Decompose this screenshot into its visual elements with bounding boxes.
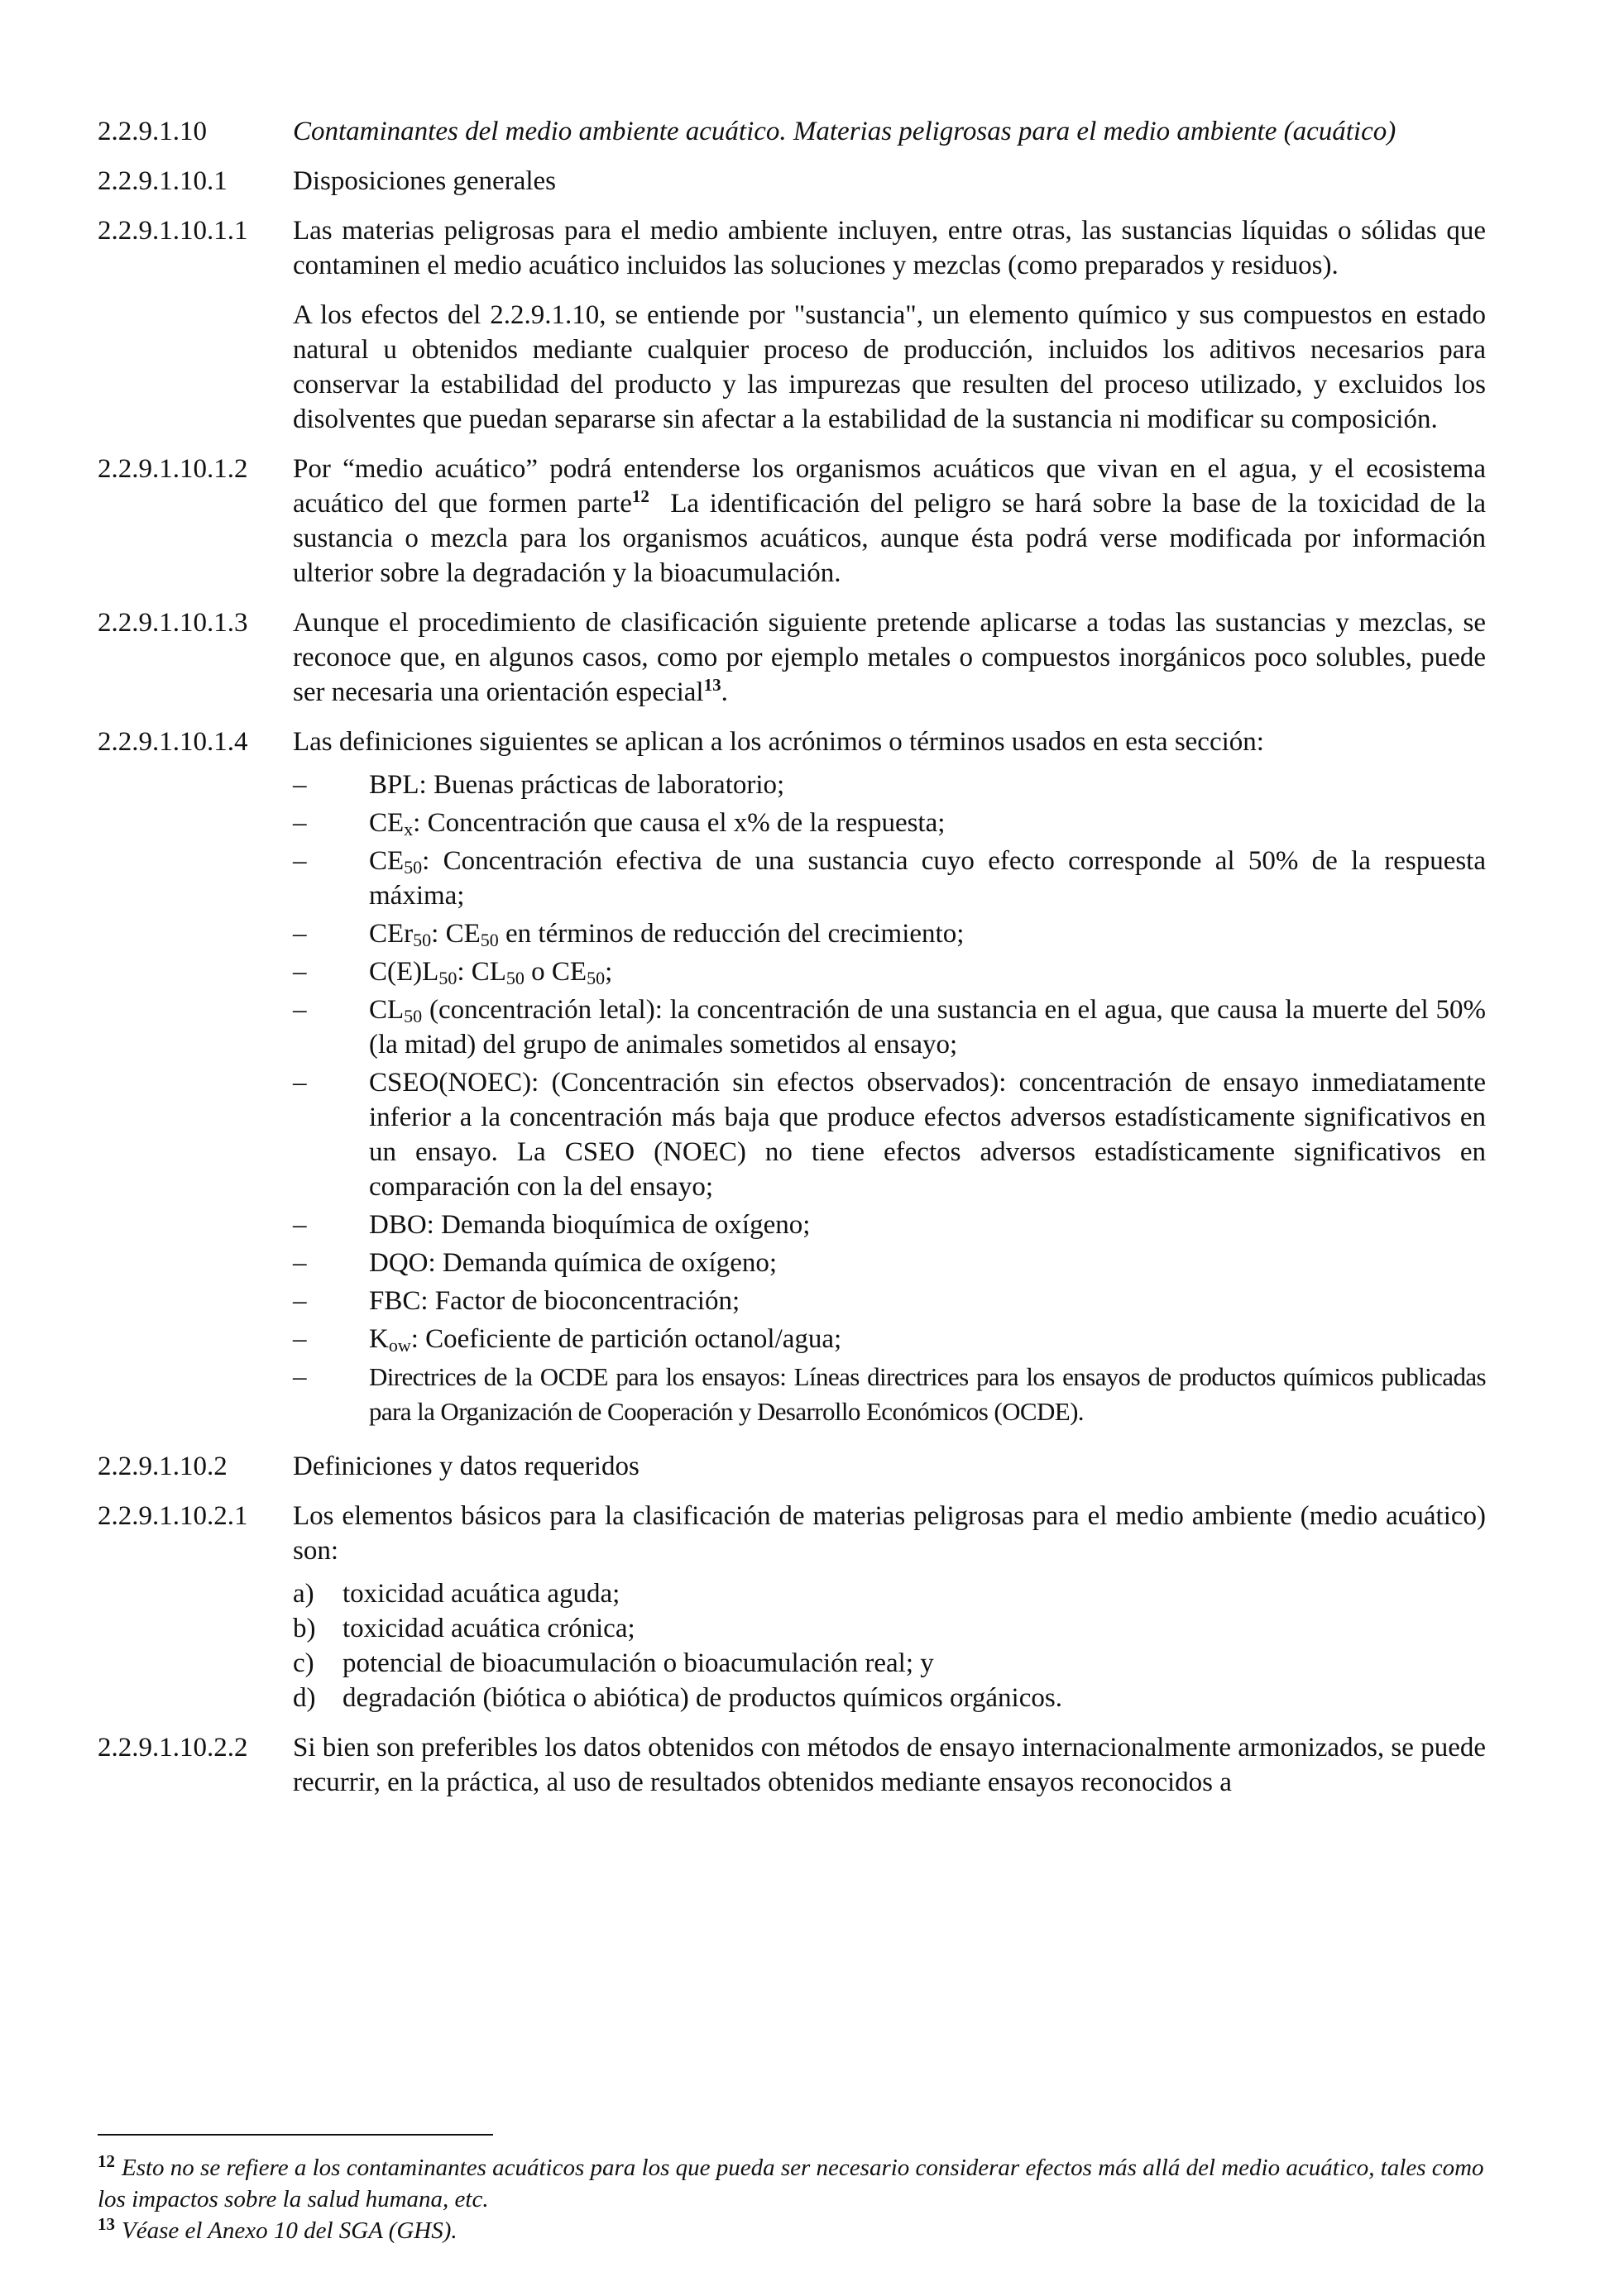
list-item [293, 768, 1486, 802]
text-run: en términos de reducción del crecimiento; [498, 919, 965, 949]
list-text: potencial de bioacumulación o bioacumulación real; y [343, 1648, 934, 1678]
definition: Directrices de la OCDE para los ensayos: Líneas directrices para los ensayos de productos químicos publicadas para la Organización de Cooperación y Desarrollo Económicos (OCDE). [369, 1362, 1486, 1426]
footnote-ref[interactable]: 13 [703, 675, 721, 695]
list-text: toxicidad acuática aguda; [343, 1579, 620, 1609]
list-item [293, 1284, 1486, 1318]
elements-list [293, 1576, 1486, 1715]
section-2-2-9-1-10-1-4 [98, 725, 1486, 759]
definition: BPL: Buenas prácticas de laboratorio; [369, 770, 785, 800]
list-dash: – [293, 1286, 307, 1316]
definition: CSEO(NOEC): (Concentración sin efectos observados): concentración de ensayo inmediatamente inferior a la concentración más baja que produce efectos adversos estadísticamente significativos en un ensayo. La CSEO (NOEC) no tiene efectos adversos estadísticamente significativos en comparación con la del ensayo; [369, 1068, 1486, 1202]
subscript: 50 [438, 968, 457, 988]
subscript: 50 [587, 968, 606, 988]
text-run: : CL [457, 957, 506, 987]
list-item [293, 1681, 1486, 1715]
list-dash: – [293, 1068, 307, 1098]
subscript: 50 [413, 930, 432, 950]
text-run: C(E)L [369, 957, 439, 987]
footnote-12 [98, 2145, 1487, 2215]
subscript: 50 [404, 857, 423, 878]
footnote-number: 13 [98, 2214, 115, 2234]
list-item [293, 844, 1486, 913]
section-number: 2.2.9.1.10.1.1 [98, 216, 248, 246]
text-run: CE [369, 808, 405, 838]
paragraph: Los elementos básicos para la clasificación de materias peligrosas para el medio ambiente (medio acuático) son: [293, 1501, 1486, 1566]
list-item [293, 1208, 1486, 1242]
section-number: 2.2.9.1.10.1 [98, 166, 228, 196]
section-title: Contaminantes del medio ambiente acuático. Materias peligrosas para el medio ambiente (acuático) [293, 117, 1396, 146]
list-item [293, 1246, 1486, 1280]
section-number: 2.2.9.1.10 [98, 117, 207, 146]
text-run: : CE [431, 919, 481, 949]
list-text: toxicidad acuática crónica; [343, 1614, 635, 1643]
subscript: 50 [404, 1006, 423, 1026]
paragraph: Las definiciones siguientes se aplican a los acrónimos o términos usados en esta sección: [293, 727, 1264, 757]
section-number: 2.2.9.1.10.2 [98, 1452, 228, 1481]
list-dash: – [293, 808, 307, 838]
subscript: 50 [505, 968, 525, 988]
subscript: 50 [480, 930, 499, 950]
paragraph: A los efectos del 2.2.9.1.10, se entiende por "sustancia", un elemento químico y sus compuestos en estado natural u obtenidos mediante cualquier proceso de producción, incluidos los aditivos necesarios para conservar la estabilidad del producto y las impurezas que resulten del proceso utilizado, y excluidos los disolventes que puedan separarse sin afectar a la estabilidad de la sustancia ni modificar su composición. [293, 300, 1486, 434]
definition: FBC: Factor de bioconcentración; [369, 1286, 740, 1316]
paragraph [293, 605, 1486, 710]
definition [369, 1322, 1486, 1356]
list-item [293, 1646, 1486, 1681]
text-run: Aunque el procedimiento de clasificación siguiente pretende aplicarse a todas las sustancias y mezclas, se reconoce que, en algunos casos, como por ejemplo metales o compuestos inorgánicos poco solubles, puede ser necesaria una orientación especial [293, 608, 1486, 707]
text-run: CE [369, 846, 405, 876]
definition [369, 844, 1486, 913]
text-run: Por “medio acuático” podrá entenderse los organismos acuáticos que vivan en el agua, y el ecosistema acuático del que formen parte [293, 454, 1486, 519]
list-dash: – [293, 1248, 307, 1278]
subscript: x [404, 819, 414, 839]
list-dash: – [293, 957, 307, 987]
list-item [293, 1611, 1486, 1646]
list-item [293, 954, 1486, 989]
footnote-number: 12 [98, 2151, 115, 2171]
section-number: 2.2.9.1.10.1.2 [98, 454, 248, 484]
list-item [293, 1576, 1486, 1611]
list-label: b) [293, 1614, 316, 1643]
footnote-text: Esto no se refiere a los contaminantes acuáticos para los que pueda ser necesario considerar efectos más allá del medio acuático, tales como los impactos sobre la salud humana, etc. [98, 2155, 1484, 2212]
paragraph: Si bien son preferibles los datos obtenidos con métodos de ensayo internacionalmente armonizados, se puede recurrir, en la práctica, al uso de resultados obtenidos mediante ensayos reconocidos a [293, 1733, 1486, 1797]
section-number: 2.2.9.1.10.2.2 [98, 1733, 248, 1763]
paragraph [293, 452, 1493, 591]
section-2-2-9-1-10-1-3 [98, 605, 1486, 710]
subscript: ow [388, 1335, 411, 1356]
text-run: : Coeficiente de partición octanol/agua; [410, 1324, 842, 1354]
list-dash: – [293, 770, 307, 800]
paragraph: Las materias peligrosas para el medio ambiente incluyen, entre otras, las sustancias líquidas o sólidas que contaminen el medio acuático incluidos las soluciones y mezclas (como preparados y residuos). [293, 216, 1486, 280]
section-number: 2.2.9.1.10.1.3 [98, 608, 248, 638]
section-2-2-9-1-10-1-1 [98, 213, 1486, 437]
list-label: d) [293, 1683, 316, 1713]
footnote-text: Véase el Anexo 10 del SGA (GHS). [122, 2217, 457, 2244]
text-run: CL [369, 995, 405, 1025]
list-label: a) [293, 1579, 314, 1609]
text-run: o CE [524, 957, 587, 987]
list-dash: – [293, 995, 307, 1025]
section-title: Disposiciones generales [293, 166, 556, 196]
list-item [293, 806, 1486, 840]
list-dash: – [293, 1210, 307, 1240]
list-dash: – [293, 1362, 307, 1392]
text-run: : Concentración que causa el x% de la respuesta; [413, 808, 946, 838]
section-2-2-9-1-10-2 [98, 1449, 1486, 1484]
list-label: c) [293, 1648, 314, 1678]
definition [369, 993, 1486, 1062]
section-2-2-9-1-10-2-2 [98, 1730, 1486, 1800]
document-page [98, 114, 1493, 1815]
text-run: (concentración letal): la concentración de una sustancia en el agua, que causa la muerte del 50% (la mitad) del grupo de animales sometidos al ensayo; [369, 995, 1486, 1060]
footnote-separator [98, 2134, 493, 2136]
text-run: K [369, 1324, 389, 1354]
footnote-ref[interactable]: 12 [631, 486, 649, 506]
section-2-2-9-1-10 [98, 114, 1486, 149]
definition [369, 954, 1486, 989]
list-item [293, 1322, 1486, 1356]
section-number: 2.2.9.1.10.2.1 [98, 1501, 248, 1531]
section-2-2-9-1-10-1 [98, 164, 1486, 199]
text-run: . [721, 677, 728, 707]
list-text: degradación (biótica o abiótica) de productos químicos orgánicos. [343, 1683, 1062, 1713]
list-item [293, 1360, 1486, 1429]
section-2-2-9-1-10-1-2 [98, 452, 1493, 591]
definition: DQO: Demanda química de oxígeno; [369, 1248, 778, 1278]
definition [369, 916, 1486, 951]
text-run: CEr [369, 919, 414, 949]
text-run: : Concentración efectiva de una sustancia cuyo efecto corresponde al 50% de la respuesta máxima; [369, 846, 1486, 911]
list-dash: – [293, 1324, 307, 1354]
footnote-13 [98, 2208, 1487, 2246]
text-run: ; [605, 957, 613, 987]
definition [369, 806, 1486, 840]
section-2-2-9-1-10-2-1 [98, 1499, 1486, 1568]
list-item [293, 916, 1486, 951]
definitions-list [293, 768, 1486, 1429]
section-body [293, 213, 1486, 437]
list-item [293, 1065, 1486, 1204]
section-number: 2.2.9.1.10.1.4 [98, 727, 248, 757]
list-dash: – [293, 846, 307, 876]
section-title: Definiciones y datos requeridos [293, 1452, 640, 1481]
definition: DBO: Demanda bioquímica de oxígeno; [369, 1210, 811, 1240]
text-run: La identificación del peligro se hará sobre la base de la toxicidad de la sustancia o mezcla para los organismos acuáticos, aunque ésta podrá verse modificada por información ulterior sobre la degradación y la bioacumulación. [293, 489, 1493, 588]
list-dash: – [293, 919, 307, 949]
list-item [293, 993, 1486, 1062]
